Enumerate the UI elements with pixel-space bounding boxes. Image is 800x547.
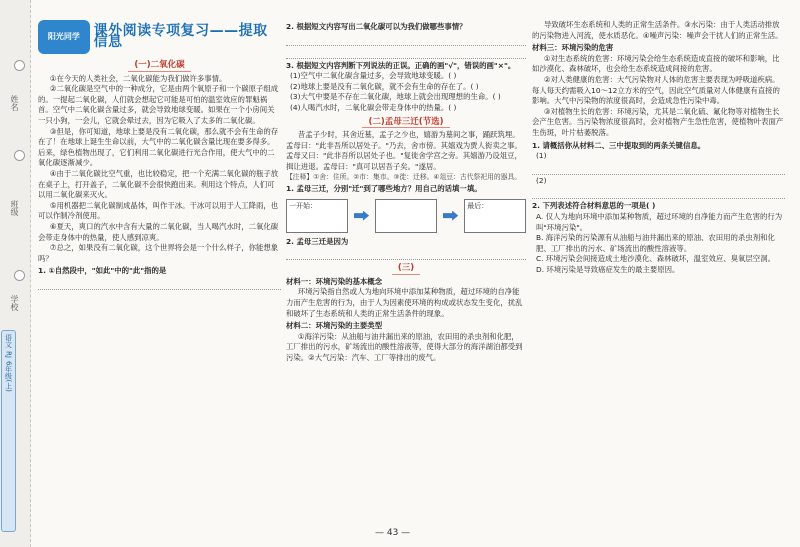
option-c[interactable]: C. 环境污染会间接造成土地沙漠化、森林破坏，温室效应、臭氧层空洞。 [536, 254, 775, 264]
flow-box-start[interactable]: 一开始： [286, 199, 348, 233]
judge-item: (2)地球上要是没有二氧化碳，就不会有生命的存在了。( ) [290, 81, 479, 91]
grade-label: 6年级(上) [4, 360, 13, 392]
judge-item: (1)空气中二氧化碳含量过多，会导致地球变暖。( ) [290, 71, 457, 81]
section-title: (二)孟母三迁(节选) [286, 117, 526, 129]
answer-line[interactable] [286, 34, 526, 46]
paragraph: ⑥夏天，爽口的汽水中含有大量的二氧化碳，当人喝汽水时，二氧化碳会带走身体中的热量，使人感到凉爽。 [38, 221, 279, 242]
option-d[interactable]: D. 环境污染是导致癌症发生的最主要原因。 [536, 264, 680, 274]
paragraph: ①海洋污染：从油船与油井漏出来的原油，农田用的杀虫剂和化肥，工厂排出的污水，矿场流出的酸性溶液等，使得大部分的海洋湖泊都受到污染。②大气污染：汽车、工厂等排出的废气。 [286, 331, 523, 362]
answer-line[interactable] [532, 163, 785, 175]
question: 1. ①自然段中，"如此"中的"此"指的是 [38, 266, 167, 276]
blank-label: (2) [536, 175, 547, 185]
material-heading: 材料一：环境污染的基本概念 [286, 276, 383, 286]
section-title: (一)二氧化碳 [38, 60, 281, 72]
option-b[interactable]: B. 海洋污染的污染源有从油船与油井漏出来的原油、农田用的杀虫剂和化肥、工厂排出的污水、矿场流出的酸性溶液等。 [536, 233, 775, 253]
column-right [532, 20, 785, 275]
column-middle [286, 20, 526, 364]
paragraph: ③对植物生长的危害：环境污染，尤其是二氧化硫、氟化物等对植物生长会产生危害。当污染物浓度很高时，会对植物产生急性危害，使植物叶表面产生伤斑，叶片枯萎脱落。 [532, 106, 784, 137]
paragraph: 环境污染指自然或人为地向环境中添加某种物质，超过环境的自净能力而产生危害的行为，由于人为因素使环境的构成或状态发生变化，扰乱和破坏了生态系统和人类的正常生活条件的现象。 [286, 287, 523, 318]
paragraph: ②对人类健康的危害：大气污染物对人体的危害主要表现为呼吸道疾病。每人每天约需吸入10～12立方米的空气，因此空气质量对人体健康有直接的影响。大气中污染物的浓度很高时，会造成急性污染中毒。 [532, 74, 780, 106]
school-label: 学校 [10, 295, 19, 311]
binding-strip [0, 0, 31, 547]
arrow-right-icon [354, 211, 369, 221]
subject-label: 语文 [4, 334, 13, 348]
column-left [38, 20, 281, 291]
paragraph: ②二氧化碳是空气中的一种成分，它是由两个氧原子和一个碳原子组成的。一提起二氧化碳，人们就会想起它可能是可怕的温室效应的罪魁祸首。空气中二氧化碳含量过多，就会导致地球变暖。如果在一个小房间关一只小狗，一会儿，它就会晕过去，因为它吸入了太多的二氧化碳。 [38, 84, 279, 125]
paragraph: ①对生态系统的危害：环境污染会给生态系统造成直接的破坏和影响，比如沙漠化、森林破坏，也会给生态系统造成间接的危害。 [532, 53, 780, 74]
flow-box-end[interactable]: 最后： [464, 199, 526, 233]
paragraph: ⑤用机器把二氧化碳制成晶体，叫作干冰。干冰可以用于人工降雨，也可以作制冷剂使用。 [38, 200, 279, 221]
question: 1. 孟母三迁，分别"迁"到了哪些地方？用自己的话填一填。 [286, 184, 482, 194]
question: 2. 根据短文内容写出二氧化碳可以为我们做哪些事情？ [286, 22, 467, 31]
judge-item: (3)大气中要是不存在二氧化碳，地球上就会出现理想的生命。( ) [290, 92, 501, 102]
paragraph: ⑦总之，如果没有二氧化碳，这个世界将会是一个什么样子，你能想象吗？ [38, 243, 279, 263]
relocation-flow [286, 199, 526, 233]
grade-tag [1, 330, 16, 532]
blank-label: (1) [536, 151, 547, 161]
flow-box-middle[interactable] [375, 199, 437, 233]
page-number: — 43 — [375, 528, 411, 538]
judge-item: (4)人喝汽水时，二氧化碳会带走身体中的热量。( ) [290, 102, 457, 112]
paragraph: 导致破坏生态系统和人类的正常生活条件。③水污染：由于人类活动排放的污染物进入河流，使水质恶化。④噪声污染：噪声会干扰人们的正常生活。 [532, 20, 783, 40]
answer-line[interactable] [38, 278, 281, 290]
question: 2. 下列表述符合材料意思的一项是( ) [532, 201, 656, 211]
edition-label: RJ [4, 351, 13, 358]
question: 2. 孟母三迁是因为 [286, 236, 349, 246]
punch-hole [14, 150, 25, 161]
punch-hole [14, 270, 25, 281]
banner [38, 20, 281, 54]
arrow-right-icon [443, 211, 458, 221]
paragraph: ③但是，你可知道，地球上要是没有二氧化碳，那么就不会有生命的存在了！在地球上诞生生命以前，大气中的二氧化碳含量比现在要多得多。后来，绿色植物出现了，它们利用二氧化碳进行光合作用，使大气中的二氧化碳逐渐减少。 [38, 126, 279, 168]
question: 1. 请概括你从材料二、三中提取到的两条关键信息。 [532, 140, 706, 150]
question: 3. 根据短文内容判断下列说法的正误。正确的画"√"，错误的画"×"。 [286, 60, 516, 70]
brand-logo: 阳光同学 [38, 20, 90, 54]
annotation: 【注释】①舍：住所。②市：集市。③徙：迁移。④俎豆：古代祭祀用的器具。 [286, 172, 522, 181]
classical-text: 昔孟子少时，其舍近墓，孟子之少也，嬉游为墓间之事，踊跃筑埋。孟母曰："此非吾所以居处子。"乃去，舍市傍。其嬉戏为贾人衒卖之事。孟母又曰："此非吾所以居处子也。"复徙舍学宫之旁。其嬉游乃设俎豆，揖让进退。孟母曰："真可以居吾子矣。"遂居。 [286, 130, 522, 171]
section-title: (三) [286, 263, 526, 275]
class-label: 班级 [10, 200, 19, 216]
material-heading: 材料二：环境污染的主要类型 [286, 321, 383, 331]
option-a[interactable]: A. 仅人为地向环境中添加某种物质，超过环境的自净能力而产生危害的行为叫"环境污染"。 [536, 211, 783, 232]
page-title: 课外阅读专项复习——提取信息 [93, 23, 268, 50]
paragraph: ④由于二氧化碳比空气重，也比较稳定，把一个充满二氧化碳的瓶子放在桌子上，打开盖子，二氧化碳不会很快跑出来。利用这个特点，人们可以用二氧化碳来灭火。 [38, 168, 279, 200]
name-label: 姓名 [10, 95, 19, 111]
answer-line[interactable] [532, 187, 785, 199]
paragraph: ①在今天的人类社会，二氧化碳能为我们做许多事情。 [49, 73, 227, 83]
material-heading: 材料三：环境污染的危害 [532, 43, 614, 53]
answer-line[interactable] [286, 47, 526, 59]
punch-hole [14, 60, 25, 71]
answer-line[interactable] [286, 248, 526, 260]
